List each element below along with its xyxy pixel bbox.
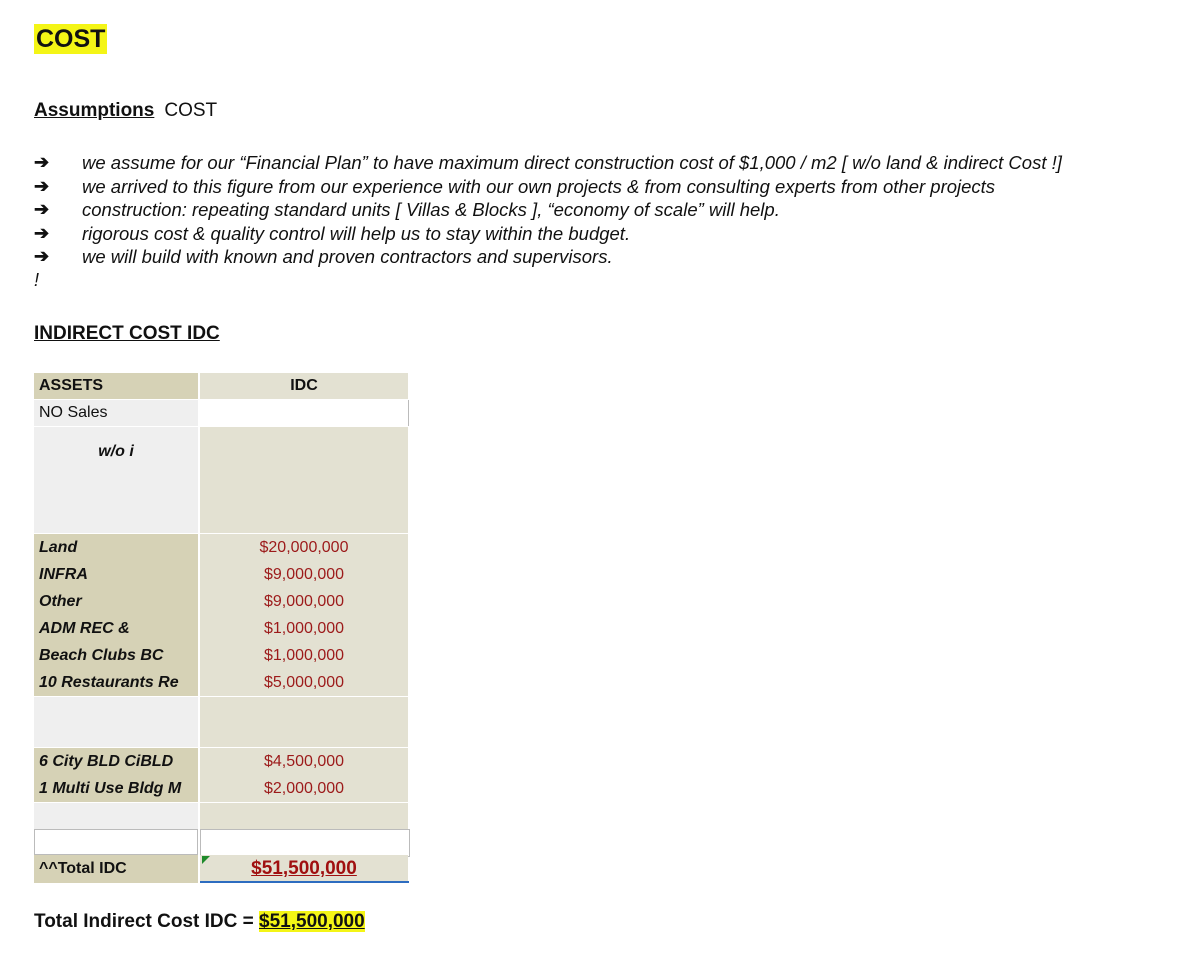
asset-name: 10 Restaurants Re — [39, 673, 179, 691]
table-row — [34, 561, 410, 588]
bullet-text: we will build with known and proven contractors and supervisors. — [82, 246, 613, 267]
spacer-value — [200, 803, 408, 829]
asset-name: Beach Clubs BC — [39, 646, 164, 664]
total-cell — [200, 855, 408, 883]
table-row — [34, 642, 410, 669]
asset-idc: $1,000,000 — [263, 646, 345, 664]
table-row — [34, 534, 410, 561]
table-row — [34, 829, 410, 855]
table-row — [34, 400, 410, 426]
total-value: $51,500,000 — [251, 858, 357, 879]
arrow-icon: ➔ — [34, 175, 50, 196]
no-sales-value — [200, 400, 409, 426]
arrow-icon: ➔ — [34, 152, 50, 172]
header-assets: ASSETS — [34, 373, 198, 399]
bullet-item — [34, 222, 1194, 246]
bullet-text: rigorous cost & quality control will help us to stay within the budget. — [82, 222, 631, 244]
total-label: ^^Total IDC — [34, 855, 198, 883]
summary-line — [34, 911, 365, 933]
bullet-text: construction: repeating standard units [ Villas & Blocks ], “economy of scale” will help. — [82, 199, 780, 220]
arrow-icon: ➔ — [34, 199, 50, 219]
spacer-value — [200, 697, 408, 747]
summary-label: Total Indirect Cost IDC = — [34, 911, 260, 932]
spacer-label — [34, 697, 198, 747]
page-title: COST — [36, 25, 106, 53]
blank-value — [200, 829, 410, 857]
table-header-row — [34, 373, 410, 399]
asset-idc: $1,000,000 — [263, 619, 345, 637]
asset-idc: $9,000,000 — [263, 565, 345, 583]
table-row — [34, 748, 410, 775]
no-sales-label: NO Sales — [34, 400, 198, 426]
table-row — [34, 588, 410, 615]
asset-name: ADM REC & — [39, 619, 130, 637]
table-spacer-row — [34, 697, 410, 747]
arrow-icon: ➔ — [34, 246, 50, 266]
wo-i-value — [200, 427, 408, 533]
summary-value: $51,500,000 — [259, 911, 365, 932]
header-idc: IDC — [200, 373, 408, 399]
asset-name: 6 City BLD CiBLD — [39, 752, 174, 770]
spacer-label — [34, 803, 198, 829]
table-total-row — [34, 855, 410, 883]
bullet-text: we arrived to this figure from our experience with our own projects & from consulting experts from other projects — [82, 175, 996, 197]
asset-name: Land — [39, 538, 78, 556]
bullet-item — [34, 175, 1194, 199]
bullet-text: we assume for our “Financial Plan” to have maximum direct construction cost of $1,000 / m2 [ w/o land & indirect Cost !] — [82, 152, 1062, 173]
asset-name: INFRA — [39, 565, 88, 583]
bullet-item — [34, 245, 1194, 269]
assumptions-text: COST — [164, 100, 218, 121]
assumptions-heading: Assumptions — [34, 100, 155, 121]
bullet-item — [34, 198, 1194, 222]
asset-name: Other — [39, 592, 82, 610]
asset-idc: $4,500,000 — [263, 752, 345, 770]
asset-name: 1 Multi Use Bldg M — [39, 779, 182, 797]
arrow-icon: ➔ — [34, 222, 50, 243]
assumption-bullets — [34, 151, 1194, 269]
table-spacer-row — [34, 803, 410, 829]
comment-indicator-icon — [202, 856, 210, 864]
bullet-item — [34, 151, 1194, 175]
table-row — [34, 669, 410, 696]
exclamation-mark: ! — [34, 270, 40, 290]
cell-selection-underline — [200, 881, 409, 883]
asset-idc: $5,000,000 — [263, 673, 345, 691]
table-row — [34, 775, 410, 802]
idc-table — [34, 373, 410, 885]
asset-idc: $20,000,000 — [259, 538, 349, 556]
idc-heading: INDIRECT COST IDC — [34, 323, 220, 344]
wo-i-label: w/o i — [34, 427, 198, 533]
table-row — [34, 615, 410, 642]
asset-idc: $2,000,000 — [263, 779, 345, 797]
blank-label — [34, 829, 198, 855]
assumptions-line — [34, 99, 217, 123]
asset-idc: $9,000,000 — [263, 592, 345, 610]
table-row — [34, 427, 410, 533]
